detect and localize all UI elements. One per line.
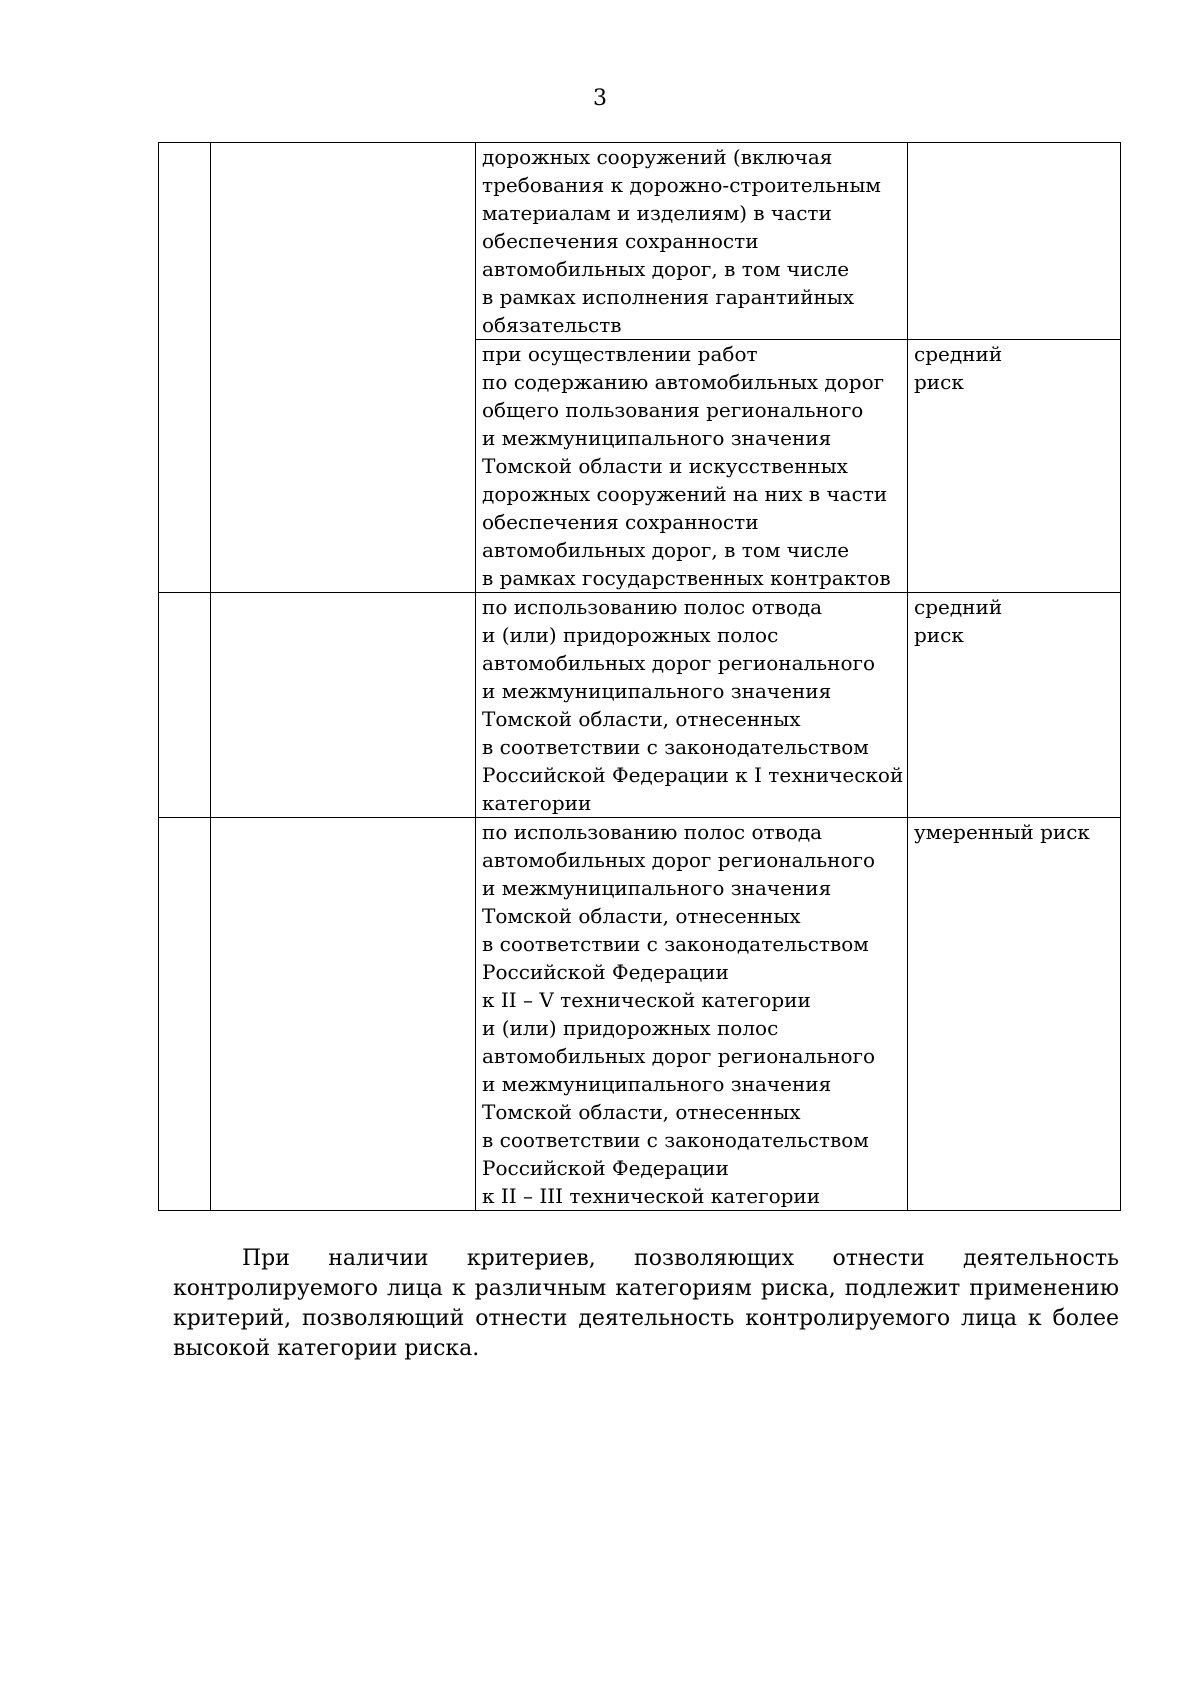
criterion-cell <box>476 340 908 593</box>
criterion-cell <box>476 143 908 340</box>
criterion-line: и межмуниципального значения <box>482 679 832 703</box>
criterion-line: дорожных сооружений (включая <box>482 145 833 169</box>
subject-cell <box>211 143 476 593</box>
criterion-line: обеспечения сохранности <box>482 510 759 534</box>
criterion-line: Томской области и искусственных <box>482 454 848 478</box>
criterion-line: категории <box>482 791 592 815</box>
criterion-line: дорожных сооружений на них в части <box>482 482 888 506</box>
criterion-line: обеспечения сохранности <box>482 229 759 253</box>
criterion-line: в соответствии с законодательством <box>482 1128 869 1152</box>
criterion-cell <box>476 818 908 1211</box>
paragraph-line: высокой категории риска. <box>173 1336 480 1361</box>
subject-cell <box>211 593 476 818</box>
criterion-line: автомобильных дорог регионального <box>482 848 875 872</box>
criterion-cell <box>476 593 908 818</box>
risk-category-line: средний <box>914 342 1003 366</box>
criterion-line: автомобильных дорог регионального <box>482 1044 875 1068</box>
criterion-line: по использованию полос отвода <box>482 595 823 619</box>
criterion-line: автомобильных дорог, в том числе <box>482 257 850 281</box>
number-cell <box>159 818 211 1211</box>
paragraph-line: При наличии критериев, позволяющих отнести деятельность <box>242 1246 1119 1271</box>
criterion-line: Российской Федерации <box>482 960 729 984</box>
subject-cell <box>211 818 476 1211</box>
risk-category-cell <box>908 340 1121 593</box>
criterion-line: и (или) придорожных полос <box>482 623 779 647</box>
criterion-line: в соответствии с законодательством <box>482 735 869 759</box>
criterion-line: и межмуниципального значения <box>482 1072 832 1096</box>
risk-criteria-table <box>158 142 1121 1211</box>
risk-category-line: средний <box>914 595 1003 619</box>
criterion-line: общего пользования регионального <box>482 398 864 422</box>
table-row <box>159 818 1121 1211</box>
criterion-line: требования к дорожно-строительным <box>482 173 881 197</box>
criterion-line: по содержанию автомобильных дорог <box>482 370 885 394</box>
criterion-line: обязательств <box>482 313 622 337</box>
criterion-line: и (или) придорожных полос <box>482 1016 779 1040</box>
criterion-line: и межмуниципального значения <box>482 426 832 450</box>
risk-category-cell <box>908 143 1121 340</box>
number-cell <box>159 593 211 818</box>
table-row <box>159 143 1121 340</box>
criterion-line: к II – V технической категории <box>482 988 811 1012</box>
risk-category-cell <box>908 593 1121 818</box>
criterion-line: к II – III технической категории <box>482 1184 821 1208</box>
risk-category-line: риск <box>914 370 964 394</box>
criterion-line: Российской Федерации <box>482 1156 729 1180</box>
risk-category-line: умеренный риск <box>914 820 1090 844</box>
paragraph-line: контролируемого лица к различным категориям риска, подлежит применению <box>173 1276 1119 1301</box>
criterion-line: материалам и изделиям) в части <box>482 201 832 225</box>
criterion-line: автомобильных дорог, в том числе <box>482 538 850 562</box>
criterion-line: автомобильных дорог регионального <box>482 651 875 675</box>
criterion-line: по использованию полос отвода <box>482 820 823 844</box>
criterion-line: и межмуниципального значения <box>482 876 832 900</box>
risk-category-cell <box>908 818 1121 1211</box>
criterion-line: Томской области, отнесенных <box>482 904 801 928</box>
criterion-line: Томской области, отнесенных <box>482 1100 801 1124</box>
criterion-line: в рамках исполнения гарантийных <box>482 285 855 309</box>
page-number: 3 <box>593 86 607 111</box>
criterion-line: в рамках государственных контрактов <box>482 566 891 590</box>
number-cell <box>159 143 211 593</box>
risk-category-line: риск <box>914 623 964 647</box>
criterion-line: Российской Федерации к I технической <box>482 763 904 787</box>
criterion-line: в соответствии с законодательством <box>482 932 869 956</box>
criterion-line: Томской области, отнесенных <box>482 707 801 731</box>
closing-paragraph <box>173 1244 1119 1364</box>
criterion-line: при осуществлении работ <box>482 342 758 366</box>
table-row <box>159 593 1121 818</box>
paragraph-line: критерий, позволяющий отнести деятельность контролируемого лица к более <box>173 1306 1119 1331</box>
